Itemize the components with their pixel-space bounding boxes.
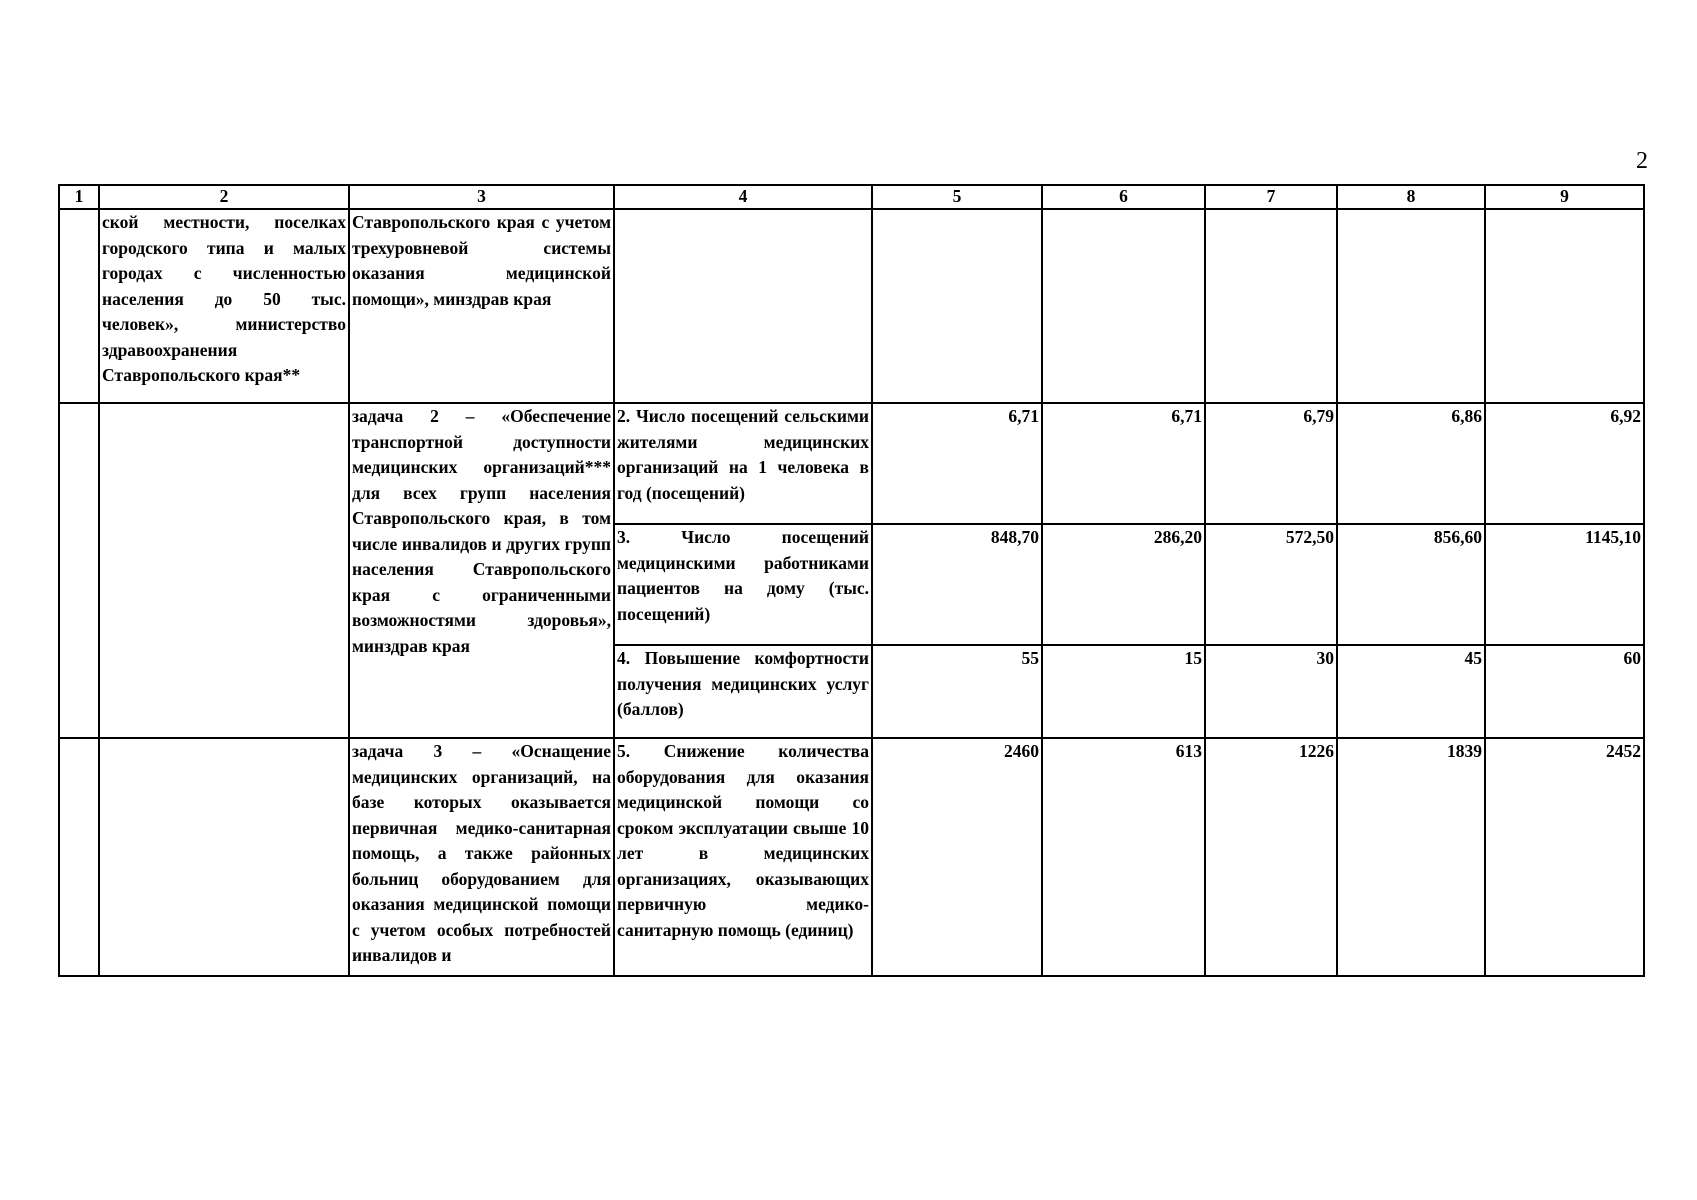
indicator-name: 3. Число посещений медицинскими работниками пациентов на дому (тыс. посещений): [614, 524, 872, 645]
task3-text: задача 3 – «Оснащение медицинских организаций, на базе которых оказывается первичная медико-санитарная помощь, а также районных больниц оборудованием для оказания медицинской помощи с учетом особых потребностей инвалидов и: [349, 738, 614, 976]
page-number: 2: [1636, 148, 1648, 174]
cell-empty: [1337, 209, 1485, 403]
header-col-8: 8: [1337, 185, 1485, 209]
indicator-value: 1226: [1205, 738, 1337, 976]
header-col-7: 7: [1205, 185, 1337, 209]
indicator-value: 856,60: [1337, 524, 1485, 645]
indicator-name: 5. Снижение количества оборудования для оказания медицинской помощи со сроком эксплуатации свыше 10 лет в медицинских организациях, оказывающих первичную медико-санитарную помощь (единиц): [614, 738, 872, 976]
goal-text: ской местности, поселках городского типа и малых городах с численностью населения до 50 тыс. человек», министерство здравоохранения Ставропольского края**: [99, 209, 349, 403]
indicator-value: 15: [1042, 645, 1205, 738]
cell-empty: [59, 209, 99, 403]
header-col-9: 9: [1485, 185, 1644, 209]
indicator-value: 613: [1042, 738, 1205, 976]
indicator-name: 2. Число посещений сельскими жителями медицинских организаций на 1 человека в год (посещений): [614, 403, 872, 524]
task2-text: задача 2 – «Обеспечение транспортной доступности медицинских организаций*** для всех групп населения Ставропольского края, в том числе инвалидов и других групп населения Ставропольского края с ограниченными возможностями здоровья», минздрав края: [349, 403, 614, 738]
indicator-value: 1839: [1337, 738, 1485, 976]
table-row: [59, 209, 1644, 403]
indicator-value: 848,70: [872, 524, 1042, 645]
cell-empty: [99, 403, 349, 738]
table-row: [59, 738, 1644, 976]
header-col-5: 5: [872, 185, 1042, 209]
indicator-value: 1145,10: [1485, 524, 1644, 645]
indicator-value: 55: [872, 645, 1042, 738]
header-col-3: 3: [349, 185, 614, 209]
table-row: [59, 403, 1644, 524]
indicator-value: 60: [1485, 645, 1644, 738]
indicators-table: [58, 184, 1645, 977]
indicator-value: 6,71: [872, 403, 1042, 524]
indicator-value: 2452: [1485, 738, 1644, 976]
indicator-value: 286,20: [1042, 524, 1205, 645]
task-text: Ставропольского края с учетом трехуровневой системы оказания медицинской помощи», минздрав края: [349, 209, 614, 403]
cell-empty: [614, 209, 872, 403]
cell-empty: [1485, 209, 1644, 403]
indicator-value: 6,86: [1337, 403, 1485, 524]
header-col-2: 2: [99, 185, 349, 209]
indicator-value: 6,71: [1042, 403, 1205, 524]
cell-empty: [59, 738, 99, 976]
indicator-value: 6,92: [1485, 403, 1644, 524]
indicator-name: 4. Повышение комфортности получения медицинских услуг (баллов): [614, 645, 872, 738]
cell-empty: [1205, 209, 1337, 403]
cell-empty: [1042, 209, 1205, 403]
header-col-6: 6: [1042, 185, 1205, 209]
indicator-value: 572,50: [1205, 524, 1337, 645]
cell-empty: [99, 738, 349, 976]
indicator-value: 30: [1205, 645, 1337, 738]
indicator-value: 45: [1337, 645, 1485, 738]
cell-empty: [872, 209, 1042, 403]
header-row: [59, 185, 1644, 209]
indicator-value: 6,79: [1205, 403, 1337, 524]
header-col-1: 1: [59, 185, 99, 209]
header-col-4: 4: [614, 185, 872, 209]
cell-empty: [59, 403, 99, 738]
indicator-value: 2460: [872, 738, 1042, 976]
